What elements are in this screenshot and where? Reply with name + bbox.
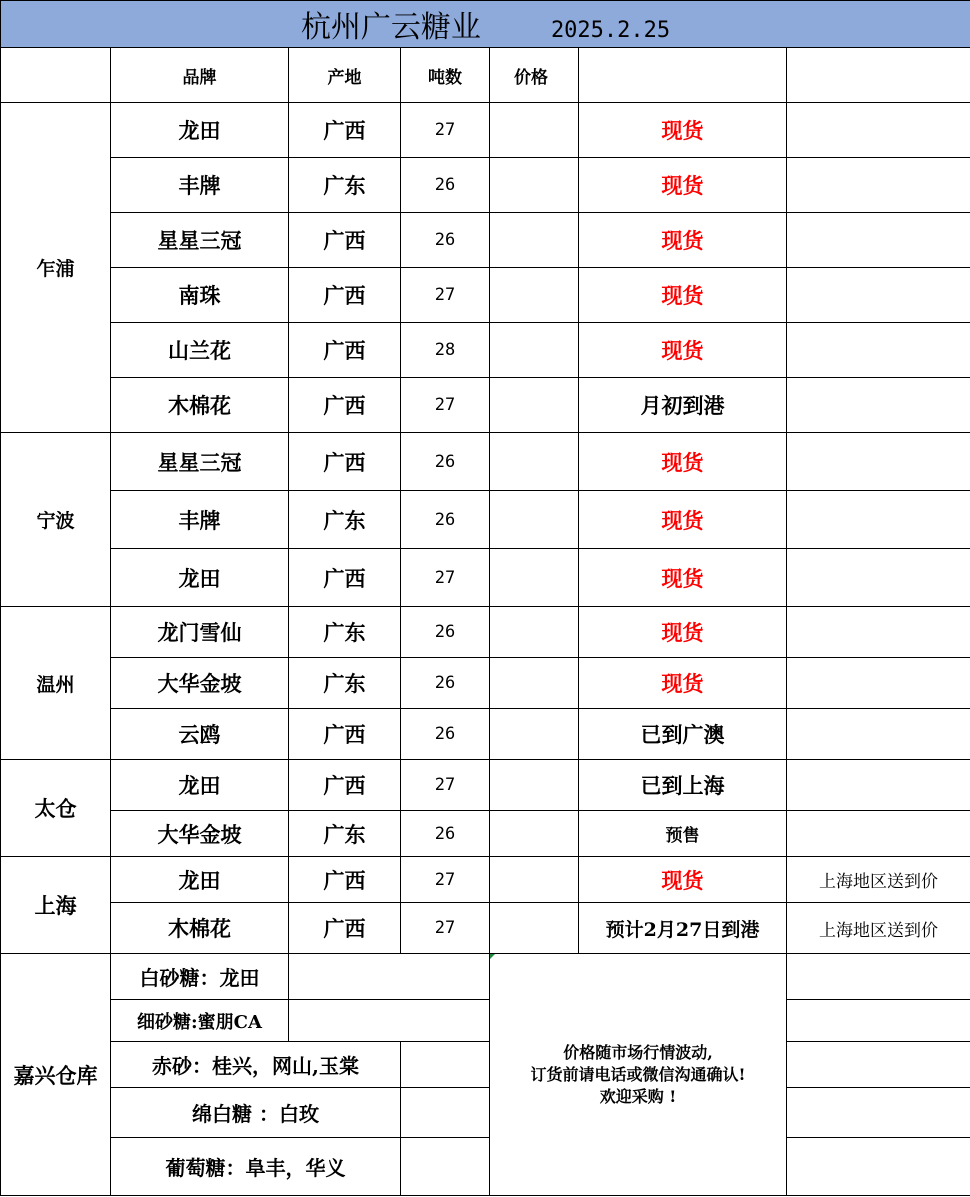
price-cell	[490, 658, 579, 709]
status-cell: 预售	[579, 811, 787, 857]
region-jiaxing: 嘉兴仓库	[1, 954, 111, 1196]
cell-comment-marker	[490, 954, 495, 959]
table-row	[1, 549, 970, 607]
jiaxing-item: 绵白糖 ：白玫	[111, 1088, 401, 1138]
origin-cell: 广东	[289, 811, 401, 857]
brand-cell: 丰牌	[111, 158, 289, 213]
tons-cell: 27	[401, 857, 490, 903]
header-status	[579, 48, 787, 103]
table-row	[1, 158, 970, 213]
origin-cell: 广西	[289, 378, 401, 433]
table-row	[1, 760, 970, 811]
region-taicang: 太仓	[1, 760, 111, 857]
origin-cell: 广东	[289, 607, 401, 658]
region-shanghai: 上海	[1, 857, 111, 954]
notice-line: 订货前请电话或微信沟通确认!	[530, 1064, 746, 1084]
note-cell	[787, 323, 970, 378]
status-cell: 现货	[579, 491, 787, 549]
price-cell	[490, 760, 579, 811]
table-row	[1, 378, 970, 433]
price-cell	[490, 607, 579, 658]
header-note	[787, 48, 970, 103]
brand-cell: 云鸥	[111, 709, 289, 760]
origin-cell: 广东	[289, 658, 401, 709]
sheet-date: 2025.2.25	[550, 18, 671, 43]
tons-cell: 26	[401, 213, 490, 268]
price-cell	[490, 903, 579, 954]
status-cell: 月初到港	[579, 378, 787, 433]
note-cell: 上海地区送到价	[787, 903, 970, 954]
note-cell	[787, 1042, 970, 1088]
tons-cell: 26	[401, 607, 490, 658]
status-cell: 已到上海	[579, 760, 787, 811]
jiaxing-item: 赤砂：桂兴，网山,玉棠	[111, 1042, 401, 1088]
header-brand: 品牌	[111, 48, 289, 103]
note-cell	[787, 378, 970, 433]
jiaxing-row	[1, 1042, 970, 1088]
tons-cell: 27	[401, 268, 490, 323]
table-row	[1, 658, 970, 709]
note-cell	[787, 158, 970, 213]
region-zhapu: 乍浦	[1, 103, 111, 433]
brand-cell: 龙田	[111, 760, 289, 811]
header-tons: 吨数	[401, 48, 490, 103]
note-cell	[787, 811, 970, 857]
tons-cell: 26	[401, 433, 490, 491]
tons-cell: 26	[401, 658, 490, 709]
region-ningbo: 宁波	[1, 433, 111, 607]
price-cell	[490, 857, 579, 903]
tons-cell: 27	[401, 378, 490, 433]
brand-cell: 南珠	[111, 268, 289, 323]
origin-cell: 广西	[289, 213, 401, 268]
note-cell	[787, 213, 970, 268]
price-cell	[490, 378, 579, 433]
brand-cell: 星星三冠	[111, 213, 289, 268]
note-cell	[787, 1000, 970, 1042]
status-cell: 预计2月27日到港	[579, 903, 787, 954]
region-wenzhou: 温州	[1, 607, 111, 760]
notice-line: 价格随市场行情波动,	[563, 1042, 713, 1062]
brand-cell: 木棉花	[111, 378, 289, 433]
jiaxing-row	[1, 954, 970, 1000]
price-cell	[490, 213, 579, 268]
tons-cell: 27	[401, 549, 490, 607]
table-row	[1, 607, 970, 658]
origin-cell: 广东	[289, 158, 401, 213]
table-row	[1, 323, 970, 378]
status-cell: 已到广澳	[579, 709, 787, 760]
status-cell: 现货	[579, 433, 787, 491]
jiaxing-item: 细砂糖:蜜朋CA	[111, 1000, 289, 1042]
jiaxing-empty-cell	[401, 1088, 490, 1138]
header-region	[1, 48, 111, 103]
jiaxing-empty-cell	[289, 954, 490, 1000]
header-origin: 产地	[289, 48, 401, 103]
price-cell	[490, 158, 579, 213]
origin-cell: 广西	[289, 323, 401, 378]
brand-cell: 山兰花	[111, 323, 289, 378]
jiaxing-item: 葡萄糖：阜丰，华义	[111, 1138, 401, 1196]
header-row	[1, 48, 970, 103]
note-cell	[787, 607, 970, 658]
note-cell	[787, 491, 970, 549]
brand-cell: 龙田	[111, 549, 289, 607]
origin-cell: 广西	[289, 103, 401, 158]
header-price: 价格	[490, 48, 579, 103]
origin-cell: 广西	[289, 709, 401, 760]
status-cell: 现货	[579, 268, 787, 323]
note-cell	[787, 549, 970, 607]
status-cell: 现货	[579, 549, 787, 607]
status-cell: 现货	[579, 323, 787, 378]
jiaxing-row	[1, 1000, 970, 1042]
brand-cell: 大华金坡	[111, 811, 289, 857]
tons-cell: 26	[401, 811, 490, 857]
origin-cell: 广西	[289, 268, 401, 323]
table-row	[1, 811, 970, 857]
note-cell	[787, 658, 970, 709]
price-notice	[490, 954, 787, 1196]
status-cell: 现货	[579, 658, 787, 709]
jiaxing-row	[1, 1088, 970, 1138]
price-cell	[490, 709, 579, 760]
brand-cell: 星星三冠	[111, 433, 289, 491]
note-cell	[787, 103, 970, 158]
tons-cell: 27	[401, 760, 490, 811]
origin-cell: 广西	[289, 903, 401, 954]
jiaxing-empty-cell	[289, 1000, 490, 1042]
jiaxing-item: 白砂糖：龙田	[111, 954, 289, 1000]
tons-cell: 26	[401, 709, 490, 760]
origin-cell: 广西	[289, 433, 401, 491]
note-cell	[787, 268, 970, 323]
brand-cell: 龙田	[111, 103, 289, 158]
status-cell: 现货	[579, 857, 787, 903]
tons-cell: 26	[401, 491, 490, 549]
jiaxing-empty-cell	[401, 1042, 490, 1088]
origin-cell: 广西	[289, 760, 401, 811]
note-cell	[787, 709, 970, 760]
note-cell	[787, 760, 970, 811]
note-cell	[787, 1138, 970, 1196]
note-cell	[787, 433, 970, 491]
brand-cell: 丰牌	[111, 491, 289, 549]
tons-cell: 28	[401, 323, 490, 378]
status-cell: 现货	[579, 607, 787, 658]
origin-cell: 广西	[289, 857, 401, 903]
jiaxing-empty-cell	[401, 1138, 490, 1196]
title-row	[1, 1, 970, 48]
brand-cell: 木棉花	[111, 903, 289, 954]
price-cell	[490, 433, 579, 491]
table-row	[1, 268, 970, 323]
tons-cell: 27	[401, 103, 490, 158]
notice-line: 欢迎采购 !	[599, 1086, 677, 1106]
origin-cell: 广西	[289, 549, 401, 607]
price-cell	[490, 491, 579, 549]
brand-cell: 大华金坡	[111, 658, 289, 709]
jiaxing-row	[1, 1138, 970, 1196]
note-cell: 上海地区送到价	[787, 857, 970, 903]
sheet-title	[1, 1, 970, 48]
price-cell	[490, 103, 579, 158]
price-cell	[490, 323, 579, 378]
brand-cell: 龙门雪仙	[111, 607, 289, 658]
note-cell	[787, 954, 970, 1000]
origin-cell: 广东	[289, 491, 401, 549]
table-row	[1, 709, 970, 760]
company-name: 杭州广云糖业	[300, 10, 481, 45]
table-row	[1, 857, 970, 903]
status-cell: 现货	[579, 103, 787, 158]
table-row	[1, 903, 970, 954]
price-cell	[490, 549, 579, 607]
tons-cell: 27	[401, 903, 490, 954]
table-row	[1, 433, 970, 491]
price-cell	[490, 268, 579, 323]
tons-cell: 26	[401, 158, 490, 213]
status-cell: 现货	[579, 213, 787, 268]
brand-cell: 龙田	[111, 857, 289, 903]
note-cell	[787, 1088, 970, 1138]
status-cell: 现货	[579, 158, 787, 213]
price-cell	[490, 811, 579, 857]
table-row	[1, 103, 970, 158]
table-row	[1, 213, 970, 268]
table-row	[1, 491, 970, 549]
